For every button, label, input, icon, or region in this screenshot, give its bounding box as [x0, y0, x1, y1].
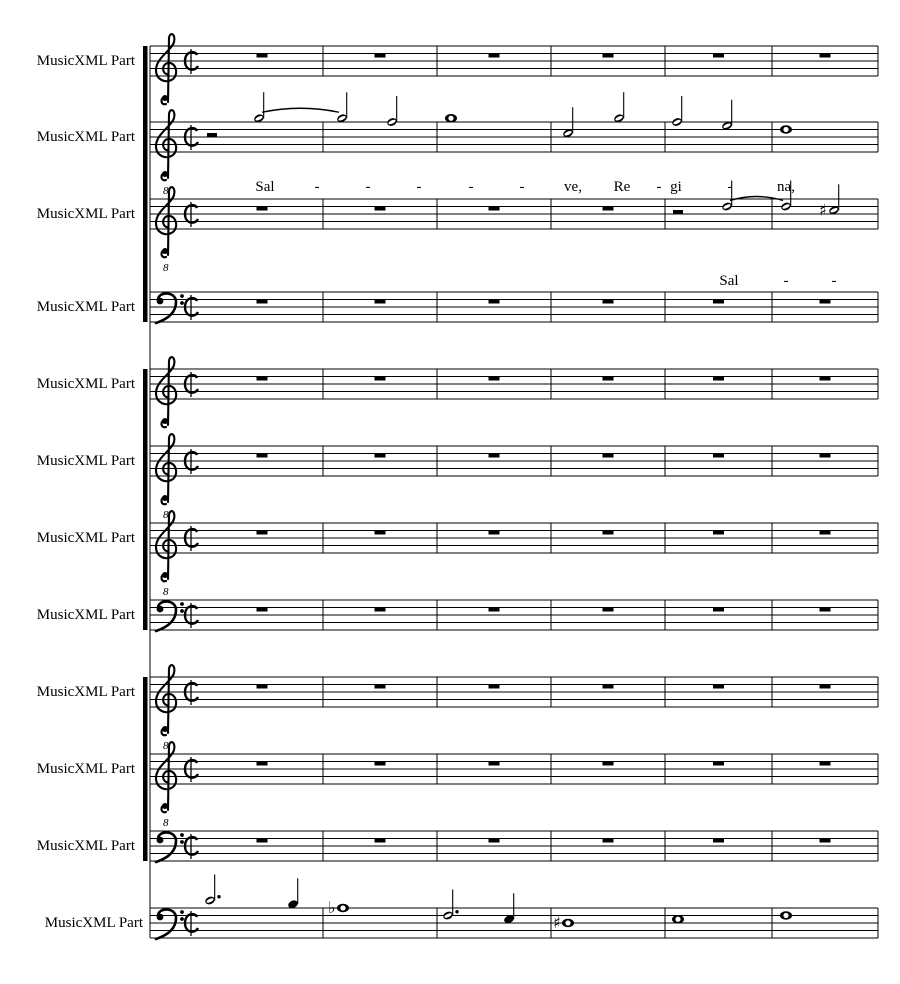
whole-rest: [257, 531, 268, 535]
staff-11: [150, 831, 878, 861]
sharp-sign: ♯: [553, 913, 561, 932]
treble-8vb-clef-icon: [156, 665, 176, 752]
cut-time-icon: [185, 202, 198, 227]
whole-rest: [713, 685, 724, 689]
part-name-label: MusicXML Part: [44, 915, 143, 931]
lyric-syllable: Sal: [719, 273, 739, 289]
lyric-syllable: na,: [777, 179, 795, 195]
part-name-label: MusicXML Part: [36, 761, 135, 777]
whole-rest: [375, 54, 386, 58]
cut-time-icon: [185, 125, 198, 150]
whole-rest: [713, 377, 724, 381]
whole-note: [780, 125, 792, 133]
augmentation-dot: [217, 895, 220, 898]
whole-rest: [603, 839, 614, 843]
whole-rest: [713, 608, 724, 612]
whole-rest: [820, 685, 831, 689]
staff-10: [150, 754, 878, 784]
staff-5: [150, 369, 878, 399]
staff-9: [150, 677, 878, 707]
lyric-hyphen: -: [314, 179, 320, 195]
group-bracket-3: [143, 677, 148, 861]
lyric-syllable: Re: [613, 179, 631, 195]
treble-8vb-clef-icon: [156, 434, 176, 521]
bass-clef-icon: [156, 909, 184, 939]
staff-4: [150, 292, 878, 322]
whole-rest: [375, 685, 386, 689]
whole-rest: [713, 300, 724, 304]
whole-note: [672, 915, 684, 923]
whole-rest: [489, 762, 500, 766]
group-bracket-1: [143, 46, 148, 322]
whole-rest: [375, 300, 386, 304]
whole-rest: [603, 207, 614, 211]
staff-6: [150, 446, 878, 476]
part-name-label: MusicXML Part: [36, 299, 135, 315]
cut-time-icon: [185, 911, 198, 936]
staff-2: [150, 122, 878, 152]
svg-text:8: 8: [163, 586, 169, 598]
staff-1: [150, 46, 878, 76]
cut-time-icon: [185, 834, 198, 859]
whole-rest: [820, 762, 831, 766]
cut-time-icon: [185, 680, 198, 705]
staff-8: [150, 600, 878, 630]
whole-rest: [375, 608, 386, 612]
whole-rest: [489, 377, 500, 381]
whole-rest: [603, 762, 614, 766]
sharp-sign: ♯: [819, 200, 827, 220]
staff-3: [150, 199, 878, 229]
lyric-hyphen: -: [519, 179, 525, 195]
whole-rest: [603, 300, 614, 304]
whole-note: [337, 904, 349, 912]
staff-7: [150, 523, 878, 553]
whole-rest: [713, 454, 724, 458]
svg-text:8: 8: [163, 817, 169, 829]
treble-8vb-clef-icon: [156, 742, 176, 829]
whole-rest: [375, 531, 386, 535]
part-name-label: MusicXML Part: [36, 838, 135, 854]
lyric-hyphen: -: [365, 179, 371, 195]
whole-rest: [489, 685, 500, 689]
svg-text:8: 8: [163, 185, 169, 197]
whole-rest: [820, 54, 831, 58]
whole-rest: [257, 207, 268, 211]
whole-rest: [603, 608, 614, 612]
whole-rest: [713, 839, 724, 843]
whole-rest: [375, 454, 386, 458]
part-name-label: MusicXML Part: [36, 607, 135, 623]
half-rest: [207, 133, 217, 137]
part-name-label: MusicXML Part: [36, 684, 135, 700]
lyric-hyphen: -: [656, 179, 662, 195]
bass-clef-icon: [156, 832, 184, 862]
lyric-hyphen: -: [468, 179, 474, 195]
whole-note: [780, 911, 792, 919]
lyric-hyphen: -: [416, 179, 422, 195]
whole-rest: [489, 300, 500, 304]
cut-time-icon: [185, 757, 198, 782]
whole-rest: [820, 608, 831, 612]
treble-8vb-clef-icon: [156, 511, 176, 598]
lyric-syllable: gi: [670, 179, 682, 195]
whole-note: [445, 114, 457, 122]
group-bracket-2: [143, 369, 148, 630]
flat-sign: ♭: [328, 898, 336, 917]
lyric-syllable: ve,: [564, 179, 582, 195]
whole-rest: [375, 839, 386, 843]
half-rest: [673, 210, 683, 214]
whole-rest: [257, 454, 268, 458]
part-name-label: MusicXML Part: [36, 206, 135, 222]
whole-rest: [375, 762, 386, 766]
svg-text:8: 8: [163, 509, 169, 521]
augmentation-dot: [455, 910, 458, 913]
bass-clef-icon: [156, 601, 184, 631]
treble-8vb-clef-icon: [156, 187, 176, 274]
cut-time-icon: [185, 49, 198, 74]
whole-rest: [257, 54, 268, 58]
part-name-label: MusicXML Part: [36, 530, 135, 546]
whole-rest: [489, 54, 500, 58]
whole-rest: [257, 685, 268, 689]
whole-rest: [489, 839, 500, 843]
whole-rest: [820, 300, 831, 304]
part-name-label: MusicXML Part: [36, 453, 135, 469]
whole-rest: [257, 377, 268, 381]
whole-note: [562, 919, 574, 927]
part-name-label: MusicXML Part: [36, 376, 135, 392]
whole-rest: [489, 608, 500, 612]
cut-time-icon: [185, 526, 198, 551]
whole-rest: [489, 531, 500, 535]
cut-time-icon: [185, 603, 198, 628]
whole-rest: [489, 454, 500, 458]
whole-rest: [603, 685, 614, 689]
whole-rest: [375, 207, 386, 211]
whole-rest: [713, 54, 724, 58]
lyric-hyphen: -: [831, 273, 837, 289]
part-name-label: MusicXML Part: [36, 129, 135, 145]
cut-time-icon: [185, 372, 198, 397]
whole-rest: [603, 377, 614, 381]
lyric-syllable: Sal: [255, 179, 275, 195]
cut-time-icon: [185, 449, 198, 474]
lyric-hyphen: -: [727, 179, 733, 195]
treble-clef-icon: [156, 357, 176, 427]
whole-rest: [820, 839, 831, 843]
whole-rest: [257, 300, 268, 304]
whole-rest: [603, 531, 614, 535]
cut-time-icon: [185, 295, 198, 320]
treble-8vb-clef-icon: [156, 110, 176, 197]
bass-clef-icon: [156, 293, 184, 323]
whole-rest: [257, 762, 268, 766]
whole-rest: [820, 454, 831, 458]
whole-rest: [820, 377, 831, 381]
whole-rest: [713, 762, 724, 766]
whole-rest: [489, 207, 500, 211]
part-name-label: MusicXML Part: [36, 53, 135, 69]
whole-rest: [257, 608, 268, 612]
svg-text:8: 8: [163, 262, 169, 274]
treble-clef-icon: [156, 34, 176, 104]
lyric-hyphen: -: [783, 273, 789, 289]
tie: [730, 197, 783, 201]
whole-rest: [820, 531, 831, 535]
svg-text:8: 8: [163, 740, 169, 752]
whole-rest: [257, 839, 268, 843]
whole-rest: [603, 454, 614, 458]
whole-rest: [375, 377, 386, 381]
tie: [262, 108, 339, 112]
whole-rest: [603, 54, 614, 58]
whole-rest: [713, 531, 724, 535]
